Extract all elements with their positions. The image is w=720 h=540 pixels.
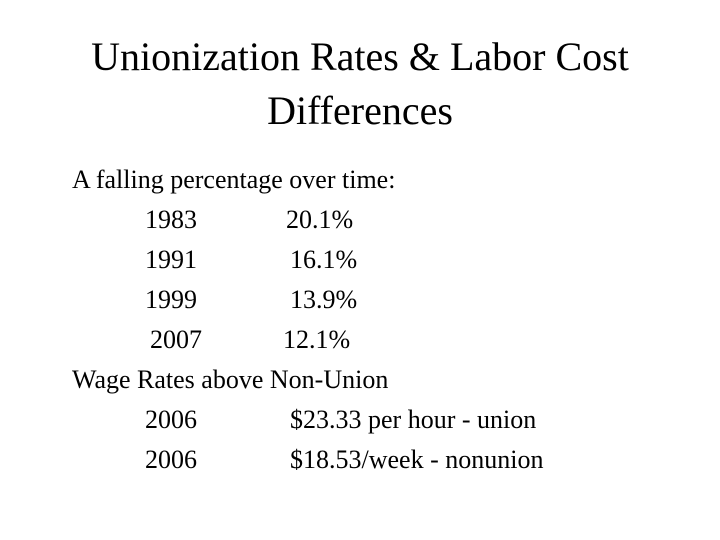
rate-year-1999: 1999: [145, 285, 197, 314]
rate-value-1999: 13.9%: [290, 285, 358, 314]
rate-year-1983: 1983: [145, 205, 197, 234]
rate-value-1991: 16.1%: [290, 245, 358, 274]
section-heading-falling-percentage: A falling percentage over time:: [72, 165, 396, 194]
wage-year-nonunion: 2006: [145, 445, 197, 474]
rate-year-1991: 1991: [145, 245, 197, 274]
rate-value-2007: 12.1%: [283, 325, 351, 354]
rate-year-2007: 2007: [150, 325, 202, 354]
rate-value-1983: 20.1%: [286, 205, 354, 234]
section-heading-wage-rates: Wage Rates above Non-Union: [72, 365, 389, 394]
title-line-1: Unionization Rates & Labor Cost: [91, 34, 629, 79]
title-line-2: Differences: [267, 88, 453, 133]
wage-value-union: $23.33 per hour - union: [290, 405, 537, 434]
slide-title: [20, 30, 700, 138]
wage-year-union: 2006: [145, 405, 197, 434]
wage-value-nonunion: $18.53/week - nonunion: [290, 445, 544, 474]
